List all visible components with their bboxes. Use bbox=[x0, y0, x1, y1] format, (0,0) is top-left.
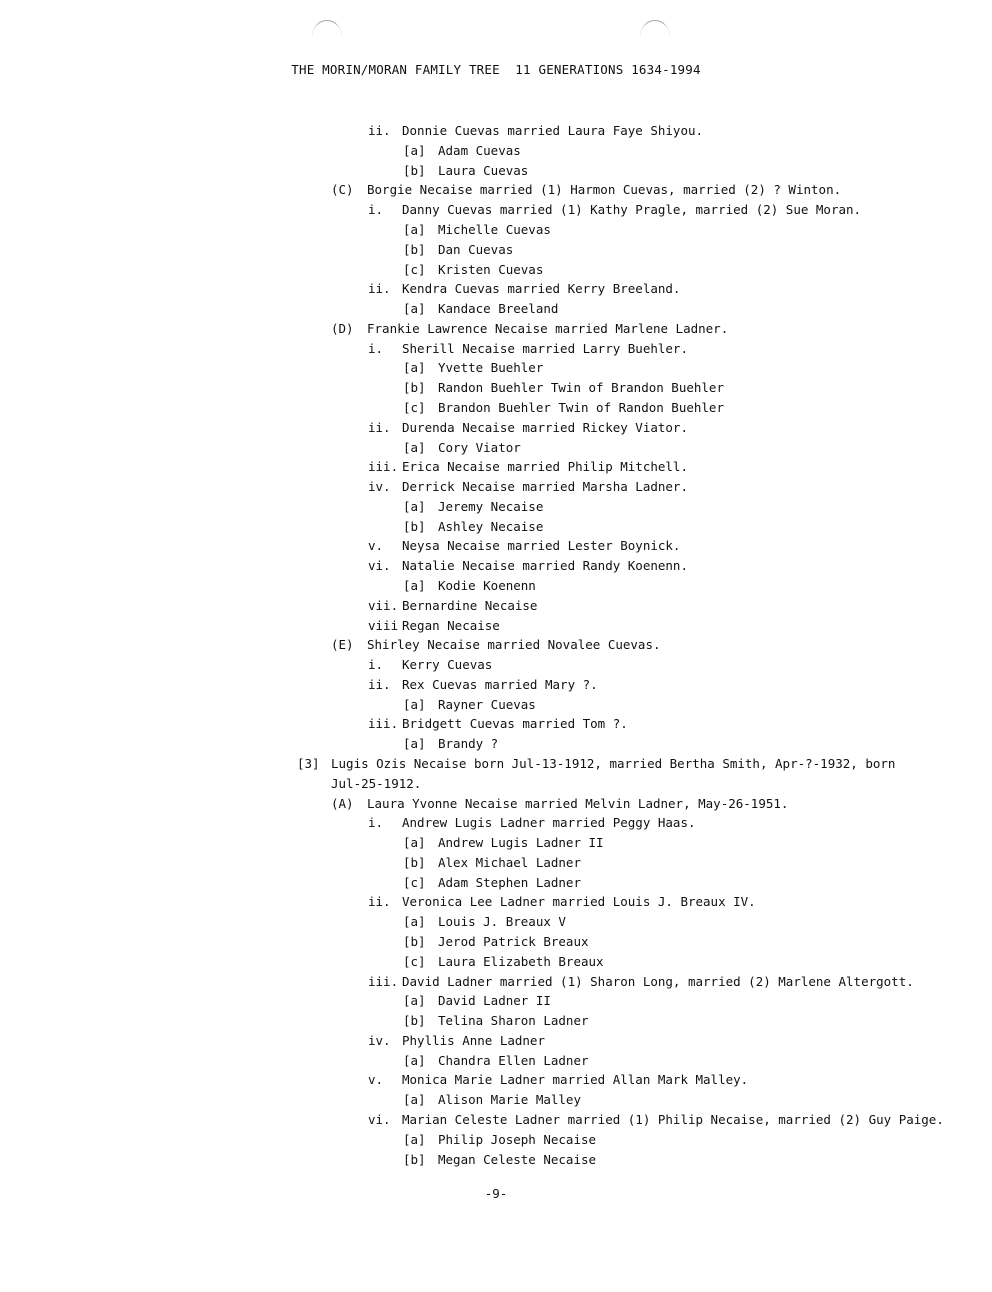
genealogy-entry bbox=[0, 418, 992, 438]
entry-marker: vi. bbox=[368, 558, 391, 574]
genealogy-entry bbox=[0, 655, 992, 675]
entry-marker: ii. bbox=[368, 676, 391, 692]
entry-marker: [a] bbox=[403, 993, 426, 1009]
entry-text: Donnie Cuevas married Laura Faye Shiyou. bbox=[402, 123, 704, 138]
entry-marker: [a] bbox=[403, 1092, 426, 1108]
genealogy-entry bbox=[0, 616, 992, 636]
entry-marker: [c] bbox=[403, 399, 426, 415]
genealogy-entry bbox=[0, 339, 992, 359]
entry-text: Randon Buehler Twin of Brandon Buehler bbox=[438, 380, 724, 396]
genealogy-entry bbox=[0, 121, 992, 141]
entry-marker: [a] bbox=[403, 736, 426, 752]
entry-text: Danny Cuevas married (1) Kathy Pragle, married (2) Sue Moran. bbox=[402, 202, 862, 218]
entry-marker: v. bbox=[368, 538, 384, 554]
entry-marker: [b] bbox=[403, 934, 426, 949]
genealogy-entry bbox=[0, 774, 992, 794]
genealogy-entry bbox=[0, 754, 992, 774]
genealogy-entry bbox=[0, 299, 992, 319]
entry-text: Michelle Cuevas bbox=[438, 221, 551, 237]
entry-text: Laura Yvonne Necaise married Melvin Ladner, May-26-1951. bbox=[367, 795, 789, 811]
entry-text: Sherill Necaise married Larry Buehler. bbox=[402, 340, 688, 356]
genealogy-entry bbox=[0, 358, 992, 378]
entry-marker: [b] bbox=[403, 1151, 426, 1167]
entry-text: Erica Necaise married Philip Mitchell. bbox=[402, 459, 688, 475]
entry-marker: [a] bbox=[403, 301, 426, 316]
entry-marker: i. bbox=[368, 815, 384, 831]
page-number: -9- bbox=[484, 1186, 508, 1201]
genealogy-entry bbox=[0, 912, 992, 932]
entry-marker: ii. bbox=[368, 123, 391, 138]
entry-marker: [3] bbox=[297, 756, 320, 771]
entry-marker: i. bbox=[368, 657, 384, 673]
entry-marker: (D) bbox=[331, 320, 354, 336]
genealogy-entry bbox=[0, 536, 992, 556]
genealogy-entry bbox=[0, 853, 992, 873]
genealogy-entry bbox=[0, 220, 992, 240]
entry-marker: [a] bbox=[403, 696, 426, 712]
entry-text: Cory Viator bbox=[438, 439, 521, 455]
genealogy-entry bbox=[0, 734, 992, 754]
genealogy-entry bbox=[0, 714, 992, 734]
entry-text: Rayner Cuevas bbox=[438, 696, 536, 712]
entry-marker: [a] bbox=[403, 577, 426, 593]
genealogy-entry bbox=[0, 833, 992, 853]
entry-text: Louis J. Breaux V bbox=[438, 914, 566, 930]
genealogy-entry bbox=[0, 873, 992, 893]
genealogy-entry bbox=[0, 1011, 992, 1031]
entry-text: Adam Cuevas bbox=[438, 142, 521, 158]
genealogy-entry bbox=[0, 457, 992, 477]
entry-text: Derrick Necaise married Marsha Ladner. bbox=[402, 479, 688, 494]
entry-text: Laura Cuevas bbox=[438, 162, 529, 178]
genealogy-entry bbox=[0, 517, 992, 537]
entry-text: Marian Celeste Ladner married (1) Philip Necaise, married (2) Guy Paige. bbox=[402, 1112, 944, 1127]
entry-text: Lugis Ozis Necaise born Jul-13-1912, married Bertha Smith, Apr-?-1932, born bbox=[331, 756, 896, 771]
entry-marker: [a] bbox=[403, 914, 426, 930]
entry-marker: (E) bbox=[331, 637, 354, 653]
genealogy-entry bbox=[0, 932, 992, 952]
entry-marker: ii. bbox=[368, 281, 391, 297]
entry-text: Dan Cuevas bbox=[438, 241, 514, 257]
entry-marker: viii bbox=[368, 617, 399, 633]
entry-text: Jul-25-1912. bbox=[331, 775, 422, 791]
entry-marker: [b] bbox=[403, 518, 426, 534]
genealogy-entry bbox=[0, 1110, 992, 1130]
entry-marker: [b] bbox=[403, 380, 426, 396]
entry-marker: [a] bbox=[403, 835, 426, 851]
genealogy-entry bbox=[0, 1070, 992, 1090]
entry-marker: [a] bbox=[403, 142, 426, 158]
entry-text: Ashley Necaise bbox=[438, 518, 544, 534]
entry-text: Regan Necaise bbox=[402, 617, 500, 633]
genealogy-entry bbox=[0, 319, 992, 339]
entry-text: David Ladner married (1) Sharon Long, married (2) Marlene Altergott. bbox=[402, 973, 914, 989]
genealogy-entry bbox=[0, 260, 992, 280]
genealogy-entry bbox=[0, 794, 992, 814]
entry-marker: [a] bbox=[403, 1131, 426, 1147]
entry-text: Kendra Cuevas married Kerry Breeland. bbox=[402, 281, 681, 297]
entry-marker: iii. bbox=[368, 716, 399, 732]
entry-marker: vi. bbox=[368, 1112, 391, 1127]
genealogy-entry bbox=[0, 635, 992, 655]
entry-text: Megan Celeste Necaise bbox=[438, 1151, 597, 1167]
genealogy-entry bbox=[0, 161, 992, 181]
entry-marker: [a] bbox=[403, 498, 426, 514]
entry-text: Brandon Buehler Twin of Randon Buehler bbox=[438, 399, 724, 415]
entry-text: Borgie Necaise married (1) Harmon Cuevas, married (2) ? Winton. bbox=[367, 182, 842, 198]
entry-marker: v. bbox=[368, 1072, 384, 1088]
genealogy-entry bbox=[0, 438, 992, 458]
entry-marker: [b] bbox=[403, 162, 426, 178]
genealogy-entry bbox=[0, 200, 992, 220]
entry-text: Chandra Ellen Ladner bbox=[438, 1052, 589, 1068]
genealogy-entry bbox=[0, 1150, 992, 1170]
entry-marker: iii. bbox=[368, 459, 399, 475]
genealogy-entry bbox=[0, 141, 992, 161]
entry-text: Jeremy Necaise bbox=[438, 498, 544, 514]
genealogy-entry bbox=[0, 378, 992, 398]
entry-marker: [a] bbox=[403, 1052, 426, 1068]
punch-hole-left-icon bbox=[312, 20, 342, 37]
entry-text: Durenda Necaise married Rickey Viator. bbox=[402, 419, 688, 435]
genealogy-entry bbox=[0, 1051, 992, 1071]
entry-text: Shirley Necaise married Novalee Cuevas. bbox=[367, 637, 661, 653]
entry-text: Kodie Koenenn bbox=[438, 577, 536, 593]
genealogy-entry bbox=[0, 813, 992, 833]
entry-marker: vii. bbox=[368, 597, 399, 613]
entry-marker: [b] bbox=[403, 241, 426, 257]
genealogy-entry bbox=[0, 398, 992, 418]
entry-text: Adam Stephen Ladner bbox=[438, 874, 581, 890]
entry-text: Andrew Lugis Ladner II bbox=[438, 835, 604, 851]
entry-marker: [c] bbox=[403, 953, 426, 969]
entry-marker: [b] bbox=[403, 1013, 426, 1029]
entry-text: Neysa Necaise married Lester Boynick. bbox=[402, 538, 681, 554]
entry-marker: (A) bbox=[331, 795, 354, 811]
entry-marker: i. bbox=[368, 202, 384, 218]
entry-text: Frankie Lawrence Necaise married Marlene Ladner. bbox=[367, 320, 729, 336]
entry-text: David Ladner II bbox=[438, 993, 551, 1009]
entry-marker: [c] bbox=[403, 874, 426, 890]
entry-marker: ii. bbox=[368, 419, 391, 435]
entry-text: Kerry Cuevas bbox=[402, 657, 493, 673]
genealogy-entry bbox=[0, 695, 992, 715]
genealogy-entry bbox=[0, 477, 992, 497]
genealogy-entry bbox=[0, 279, 992, 299]
entry-text: Brandy ? bbox=[438, 736, 499, 752]
entry-text: Veronica Lee Ladner married Louis J. Breaux IV. bbox=[402, 894, 756, 910]
entry-text: Phyllis Anne Ladner bbox=[402, 1032, 545, 1048]
genealogy-entry bbox=[0, 675, 992, 695]
entry-marker: (C) bbox=[331, 182, 354, 198]
genealogy-entry bbox=[0, 556, 992, 576]
genealogy-entry bbox=[0, 952, 992, 972]
entry-marker: iii. bbox=[368, 973, 399, 989]
entry-text: Kristen Cuevas bbox=[438, 261, 544, 277]
punch-hole-right-icon bbox=[640, 20, 670, 37]
entry-marker: [b] bbox=[403, 854, 426, 870]
entry-marker: [a] bbox=[403, 360, 426, 376]
entry-marker: i. bbox=[368, 340, 384, 356]
entry-text: Natalie Necaise married Randy Koenenn. bbox=[402, 558, 688, 574]
genealogy-entry bbox=[0, 497, 992, 517]
page-header-title: THE MORIN/MORAN FAMILY TREE 11 GENERATIONS 1634-1994 bbox=[291, 62, 701, 77]
entry-text: Laura Elizabeth Breaux bbox=[438, 953, 604, 969]
entry-text: Alex Michael Ladner bbox=[438, 854, 581, 870]
genealogy-entry bbox=[0, 1130, 992, 1150]
entry-text: Monica Marie Ladner married Allan Mark Malley. bbox=[402, 1072, 749, 1088]
genealogy-entry bbox=[0, 972, 992, 992]
genealogy-entry bbox=[0, 180, 992, 200]
genealogy-entry bbox=[0, 991, 992, 1011]
entry-text: Andrew Lugis Ladner married Peggy Haas. bbox=[402, 815, 696, 831]
entry-text: Yvette Buehler bbox=[438, 360, 544, 376]
entry-text: Telina Sharon Ladner bbox=[438, 1013, 589, 1029]
entry-marker: [a] bbox=[403, 221, 426, 237]
entry-text: Bernardine Necaise bbox=[402, 597, 538, 613]
entry-text: Alison Marie Malley bbox=[438, 1092, 581, 1108]
entry-marker: [c] bbox=[403, 261, 426, 277]
entry-text: Jerod Patrick Breaux bbox=[438, 934, 589, 949]
genealogy-entry bbox=[0, 596, 992, 616]
entry-marker: iv. bbox=[368, 1032, 391, 1048]
entry-marker: [a] bbox=[403, 439, 426, 455]
entry-text: Bridgett Cuevas married Tom ?. bbox=[402, 716, 628, 732]
entry-text: Kandace Breeland bbox=[438, 301, 559, 316]
genealogy-entry bbox=[0, 240, 992, 260]
entry-text: Philip Joseph Necaise bbox=[438, 1131, 597, 1147]
entry-marker: iv. bbox=[368, 479, 391, 494]
entry-marker: ii. bbox=[368, 894, 391, 910]
genealogy-entry bbox=[0, 576, 992, 596]
genealogy-entry bbox=[0, 1090, 992, 1110]
genealogy-entry bbox=[0, 1031, 992, 1051]
genealogy-entry bbox=[0, 892, 992, 912]
entry-text: Rex Cuevas married Mary ?. bbox=[402, 676, 598, 692]
